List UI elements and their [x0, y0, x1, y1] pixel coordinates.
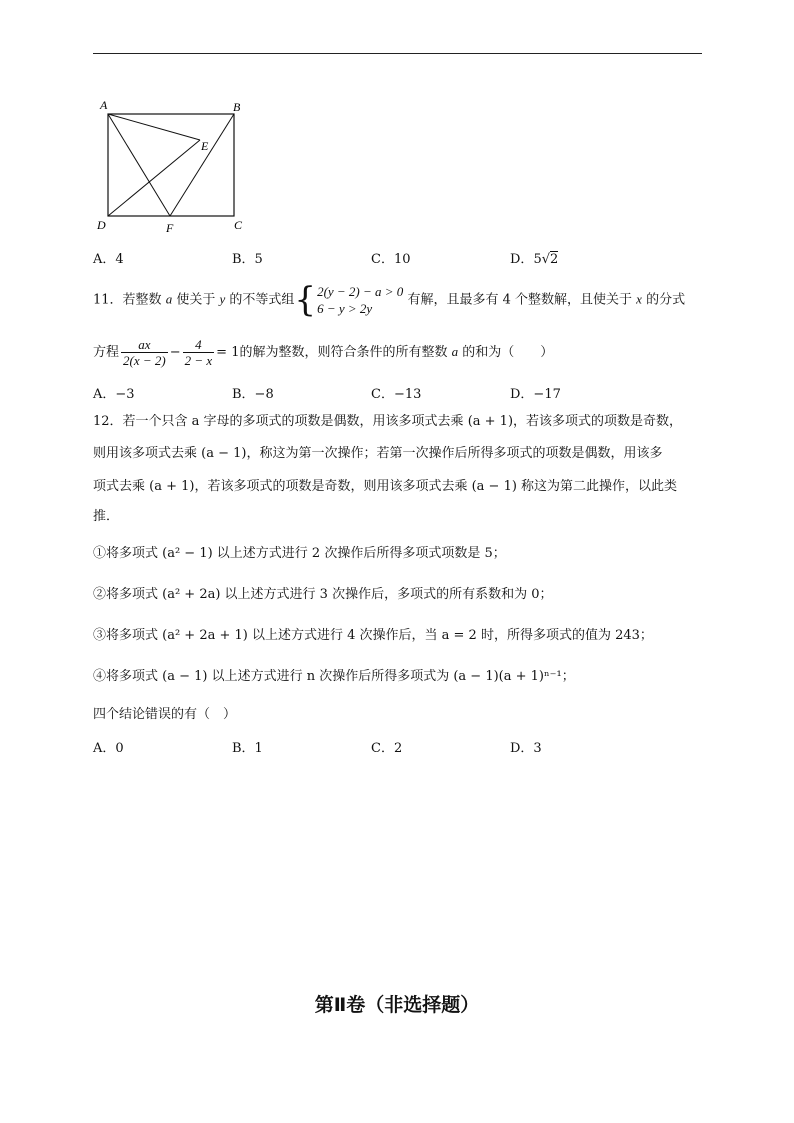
- q12-line2: 则用该多项式去乘 (a − 1)，称这为第一次操作；若第一次操作后所得多项式的项数是偶数，用该多: [93, 446, 663, 461]
- q12-line3: 项式去乘 (a + 1)，若该多项式的项数是奇数，则用该多项式去乘 (a − 1) 称这为第二此操作，以此类: [93, 479, 678, 494]
- fraction-1: [121, 337, 168, 368]
- q10-choice-c: C．10: [371, 252, 411, 267]
- frac1-denominator: 2(x − 2): [123, 353, 166, 368]
- q12-statement-1: ①将多项式 (a² − 1) 以上述方式进行 2 次操作后所得多项式项数是 5；: [93, 546, 506, 561]
- fraction-2: [183, 337, 215, 368]
- q11-text: 方程: [93, 345, 120, 360]
- q10-choice-d: [510, 248, 558, 267]
- q10-d-radicand: 2: [550, 252, 559, 267]
- q12-choice-b: B．1: [232, 741, 263, 756]
- q11-choice-b: B．−8: [232, 387, 274, 402]
- system-brace: {: [294, 280, 317, 320]
- frac2-denominator: 2 − x: [184, 353, 213, 368]
- segment-fb: [170, 114, 234, 216]
- frac1-numerator: ax: [121, 337, 168, 353]
- q12-statement-3: ③将多项式 (a² + 2a + 1) 以上述方式进行 4 次操作后，当 a = 2 时，所得多项式的值为 243；: [93, 628, 653, 643]
- inequality-1: 2(y − 2) − a > 0: [317, 284, 404, 299]
- q10-d-prefix: D．: [510, 252, 534, 267]
- q11-text: 有解，且最多有 4 个整数解，且使关于: [407, 292, 632, 308]
- label-d: D: [97, 218, 106, 232]
- q11-text: 的解为整数，则符合条件的所有整数: [239, 345, 448, 360]
- q12-choice-a: A．0: [93, 741, 124, 756]
- q12-line1: 12．若一个只含 a 字母的多项式的项数是偶数，用该多项式去乘 (a + 1)，若该多项式的项数是奇数，: [93, 414, 683, 429]
- q11-choice-c: C．−13: [371, 387, 422, 402]
- q10-choice-b: B．5: [232, 252, 263, 267]
- q11-choice-a: A．−3: [93, 387, 135, 402]
- var-a: a: [451, 344, 459, 359]
- q12-choice-d: D．3: [510, 741, 542, 756]
- sqrt-sign: √: [541, 252, 551, 267]
- label-f: F: [166, 221, 174, 235]
- q12-line4: 推．: [93, 509, 120, 524]
- q12-statement-2: ②将多项式 (a² + 2a) 以上述方式进行 3 次操作后，多项式的所有系数和为 0；: [93, 587, 553, 602]
- geometry-figure: [92, 96, 252, 236]
- inequality-2: 6 − y > 2y: [317, 301, 373, 316]
- var-x: x: [636, 291, 642, 307]
- section-title: 第Ⅱ卷（非选择题）: [314, 994, 480, 1016]
- q11-text: 11．若整数: [93, 292, 162, 308]
- label-e: E: [201, 139, 209, 153]
- q12-question: 四个结论错误的有（ ）: [93, 707, 237, 722]
- var-y: y: [219, 291, 226, 307]
- label-b: B: [233, 100, 241, 114]
- equals-one: = 1: [216, 345, 240, 360]
- header-rule: [93, 53, 702, 54]
- q11-text: 使关于: [176, 292, 216, 308]
- q11-text: 的和为（ ）: [462, 345, 554, 360]
- inequality-system: [317, 283, 403, 317]
- q11-text: 的分式: [646, 292, 686, 308]
- frac2-numerator: 4: [183, 337, 215, 353]
- q11-text: 的不等式组: [229, 292, 295, 308]
- q12-statement-4: ④将多项式 (a − 1) 以上述方式进行 n 次操作后所得多项式为 (a − 1)(a + 1)ⁿ⁻¹；: [93, 669, 575, 684]
- q11-line1: [93, 280, 686, 320]
- q10-d-coef: 5: [533, 252, 542, 267]
- label-a: A: [100, 98, 108, 112]
- var-a: a: [165, 291, 173, 307]
- segment-de: [108, 140, 200, 216]
- q10-choice-a: A．4: [93, 252, 124, 267]
- label-c: C: [234, 218, 243, 232]
- minus-sign: −: [169, 345, 181, 360]
- q11-line2: [93, 337, 553, 368]
- q12-choice-c: C．2: [371, 741, 403, 756]
- q11-choice-d: D．−17: [510, 387, 561, 402]
